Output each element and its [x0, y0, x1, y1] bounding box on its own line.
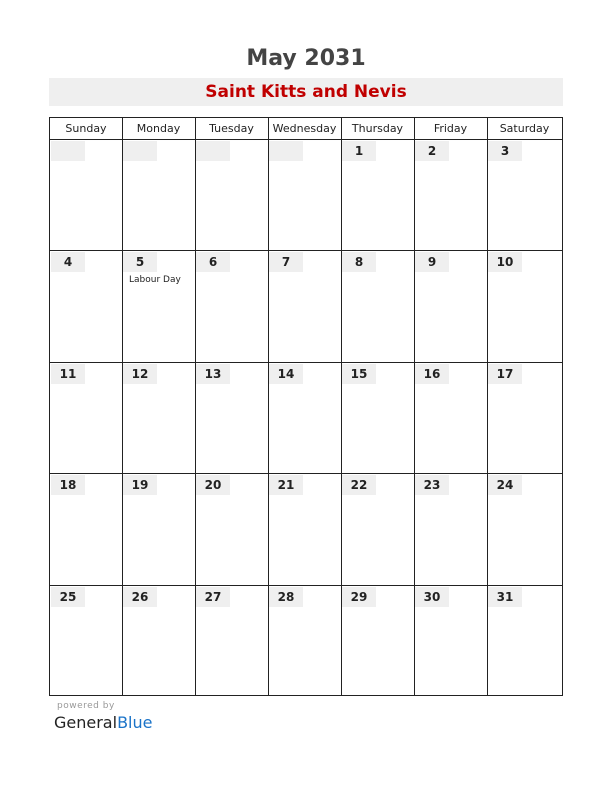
day-cell — [269, 586, 341, 696]
day-number: 13 — [204, 366, 222, 381]
day-cell — [123, 474, 195, 584]
day-number — [196, 141, 230, 161]
day-number: 31 — [496, 589, 514, 604]
day-cell — [196, 586, 268, 696]
day-cell — [488, 363, 562, 473]
day-number: 24 — [496, 478, 514, 493]
day-number: 15 — [350, 366, 368, 381]
day-number: 10 — [496, 255, 514, 270]
day-number — [123, 141, 157, 161]
day-cell — [269, 363, 341, 473]
day-cell — [342, 140, 414, 250]
day-number: 20 — [204, 478, 222, 493]
day-number: 1 — [354, 144, 364, 158]
weekday-tuesday: Tuesday — [209, 122, 254, 135]
day-cell — [123, 140, 195, 250]
day-cell — [269, 474, 341, 584]
day-number: 5 — [135, 255, 145, 270]
day-cell — [196, 140, 268, 250]
day-cell — [51, 474, 122, 584]
day-cell — [51, 586, 122, 696]
weekday-friday: Friday — [433, 122, 468, 135]
weekday-monday: Monday — [136, 122, 181, 135]
day-number: 28 — [277, 589, 295, 604]
day-number: 19 — [131, 478, 149, 493]
day-cell — [415, 251, 487, 361]
day-number: 22 — [350, 478, 368, 493]
day-number: 27 — [204, 589, 222, 604]
day-number: 6 — [208, 255, 218, 270]
day-number: 17 — [496, 366, 514, 381]
day-number: 29 — [350, 589, 368, 604]
day-cell — [51, 363, 122, 473]
day-cell — [342, 474, 414, 584]
day-cell — [488, 586, 562, 696]
day-number: 8 — [354, 255, 364, 270]
day-number: 9 — [427, 255, 437, 270]
day-cell — [342, 251, 414, 361]
weekday-header-row — [50, 118, 562, 140]
weekday-sunday: Sunday — [65, 122, 107, 135]
day-cell — [488, 251, 562, 361]
day-cell — [415, 140, 487, 250]
day-number: 4 — [63, 255, 73, 270]
day-number: 30 — [423, 589, 441, 604]
powered-by-label: powered by — [57, 701, 115, 711]
day-number: 7 — [281, 255, 291, 270]
day-cell — [342, 363, 414, 473]
page-title: May 2031 — [246, 46, 366, 71]
day-number: 23 — [423, 478, 441, 493]
day-number: 26 — [131, 589, 149, 604]
day-cell — [488, 474, 562, 584]
day-number: 2 — [427, 144, 437, 158]
day-cell — [196, 474, 268, 584]
country-name: Saint Kitts and Nevis — [49, 78, 563, 106]
day-number: 14 — [277, 366, 295, 381]
day-cell — [123, 586, 195, 696]
day-cell — [123, 363, 195, 473]
day-number: 25 — [59, 589, 77, 604]
day-cell — [196, 363, 268, 473]
day-number: 12 — [131, 366, 149, 381]
day-number: 18 — [59, 478, 77, 493]
day-number: 21 — [277, 478, 295, 493]
day-cell — [269, 251, 341, 361]
day-number: 3 — [500, 144, 510, 158]
day-cell — [51, 140, 122, 250]
day-cell — [415, 474, 487, 584]
day-cell — [51, 251, 122, 361]
day-number — [51, 141, 85, 161]
holiday-label: Labour Day — [129, 275, 181, 286]
day-cell — [488, 140, 562, 250]
day-cell — [342, 586, 414, 696]
generalblue-logo[interactable] — [54, 713, 152, 732]
calendar-grid — [49, 117, 563, 696]
weekday-wednesday: Wednesday — [272, 122, 337, 135]
day-cell — [123, 251, 195, 361]
day-number: 16 — [423, 366, 441, 381]
day-cell — [269, 140, 341, 250]
day-cell — [196, 251, 268, 361]
day-number — [269, 141, 303, 161]
weekday-thursday: Thursday — [351, 122, 404, 135]
weekday-saturday: Saturday — [499, 122, 550, 135]
brand-text-general: General — [54, 713, 118, 732]
day-cell — [415, 586, 487, 696]
day-number: 11 — [59, 366, 77, 381]
brand-text-blue: Blue — [117, 713, 153, 732]
day-cell — [415, 363, 487, 473]
